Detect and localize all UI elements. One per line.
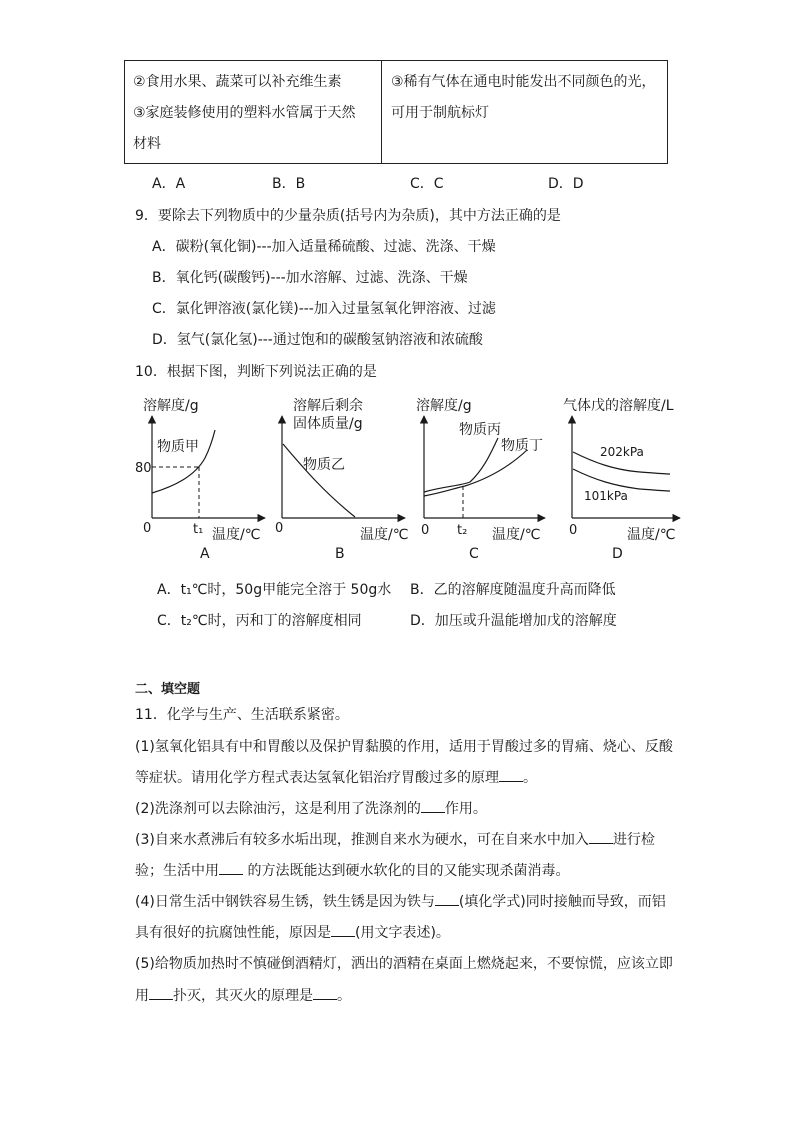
- answer-blank[interactable]: [421, 811, 445, 813]
- q9-option-d: D．氢气(氯化氢)---通过饱和的碳酸氢钠溶液和浓硫酸: [152, 332, 483, 348]
- q11-p4b-text: 具有很好的抗腐蚀性能，原因是: [135, 925, 331, 941]
- q10-option-b: B．乙的溶解度随温度升高而降低: [410, 582, 616, 598]
- answer-blank[interactable]: [589, 842, 613, 844]
- graph-a-caption: A: [200, 546, 210, 562]
- graph-d-xlabel: 温度/℃: [627, 527, 676, 543]
- q10-option-c: C．t₂℃时，丙和丁的溶解度相同: [157, 613, 362, 629]
- table-left-line: 材料: [133, 136, 161, 152]
- q11-p1b-end: 。: [523, 770, 537, 786]
- q11-p5b-text: 用: [135, 988, 149, 1004]
- graph-d: [563, 397, 680, 562]
- q11-p3a: [135, 829, 655, 849]
- q11-p4b: [135, 922, 450, 942]
- graph-b-ylabel-1: 溶解后剩余: [293, 398, 363, 414]
- answer-table: [124, 60, 668, 164]
- table-right-line: ③稀有气体在通电时能发出不同颜色的光，: [391, 74, 656, 90]
- q8-option-b: B．B: [272, 176, 306, 192]
- q10-option-d: D．加压或升温能增加戊的溶解度: [410, 613, 617, 629]
- q11-p4a-text: (4)日常生活中钢铁容易生锈，铁生锈是因为铁与: [135, 894, 435, 910]
- graph-a-curve-label: 物质甲: [157, 439, 199, 455]
- q11-p5b-mid: 扑灭，其灭火的原理是: [173, 988, 313, 1004]
- graph-c-xlabel: 温度/℃: [492, 527, 541, 543]
- graph-c-caption: C: [469, 546, 479, 562]
- table-right-cell: [391, 67, 656, 129]
- answer-blank[interactable]: [313, 998, 337, 1000]
- q11-p4b-end: (用文字表述)。: [355, 925, 450, 941]
- answer-blank[interactable]: [219, 873, 243, 875]
- graph-c-xtick: t₂: [457, 523, 468, 538]
- graph-d-ylabel: 气体戊的溶解度/L: [563, 398, 674, 414]
- q10-option-a: A．t₁℃时，50g甲能完全溶于 50g水: [157, 582, 392, 598]
- graph-a-ytick: 80: [135, 461, 152, 476]
- q11-p3a-text: (3)自来水煮沸后有较多水垢出现，推测自来水为硬水，可在自来水中加入: [135, 832, 589, 848]
- graph-b-xlabel: 温度/℃: [360, 527, 409, 543]
- graph-c-curve-ding: [424, 450, 527, 496]
- graph-c-curve-bing: [424, 438, 498, 492]
- q11-p1a: (1)氢氧化铝具有中和胃酸以及保护胃黏膜的作用，适用于胃酸过多的胃痛、烧心、反酸: [135, 739, 673, 755]
- graph-c-origin: 0: [421, 523, 430, 538]
- graph-b-origin: 0: [275, 521, 284, 536]
- q11-p3b: [135, 860, 569, 880]
- answer-blank[interactable]: [435, 904, 459, 906]
- table-right-line: 可用于制航标灯: [391, 105, 489, 121]
- graph-d-origin: 0: [569, 523, 578, 538]
- graph-a-origin: 0: [143, 521, 152, 536]
- q11-p4a-end: (填化学式)同时接触而导致，而铝: [458, 894, 666, 910]
- graph-a: [135, 397, 265, 562]
- q10-stem: 10．根据下图，判断下列说法正确的是: [135, 364, 377, 380]
- q11-p5a: (5)给物质加热时不慎碰倒酒精灯，洒出的酒精在桌面上燃烧起来，不要惊慌，应该立即: [135, 956, 673, 972]
- graph-b-curve-label: 物质乙: [303, 457, 345, 473]
- graph-a-ylabel: 溶解度/g: [143, 398, 199, 414]
- q9-option-a: A．碳粉(氧化铜)---加入适量稀硫酸、过滤、洗涤、干燥: [152, 239, 496, 255]
- q9-option-b: B．氧化钙(碳酸钙)---加水溶解、过滤、洗涤、干燥: [152, 270, 468, 286]
- table-left-line: ②食用水果、蔬菜可以补充维生素: [133, 74, 342, 90]
- graph-c-curve1-label: 物质丙: [459, 422, 501, 438]
- graph-b-caption: B: [335, 546, 345, 562]
- q11-p5b-end: 。: [337, 988, 351, 1004]
- answer-blank[interactable]: [149, 998, 173, 1000]
- graph-c-ylabel: 溶解度/g: [416, 398, 472, 414]
- table-left-cell: [133, 67, 356, 160]
- q11-p3b-end: 的方法既能达到硬水软化的目的又能实现杀菌消毒。: [243, 863, 570, 879]
- graph-d-curve1-label: 202kPa: [600, 445, 644, 459]
- graph-b-curve: [283, 444, 355, 517]
- graph-d-curve-101: [573, 469, 670, 491]
- q11-p2: [135, 798, 487, 818]
- q11-p3b-text: 验；生活中用: [135, 863, 219, 879]
- graph-b: [275, 397, 408, 562]
- q10-figure: [0, 388, 794, 568]
- q9-stem: 9．要除去下列物质中的少量杂质(括号内为杂质)，其中方法正确的是: [135, 208, 561, 224]
- q11-p2-text: (2)洗涤剂可以去除油污，这是利用了洗涤剂的: [135, 801, 421, 817]
- table-left-line: ③家庭装修使用的塑料水管属于天然: [133, 105, 356, 121]
- q11-p3a-end: 进行检: [612, 832, 655, 848]
- q11-p1b-text: 等症状。请用化学方程式表达氢氧化铝治疗胃酸过多的原理: [135, 770, 499, 786]
- graph-d-curve2-label: 101kPa: [584, 489, 628, 503]
- q11-p1b: [135, 767, 537, 787]
- answer-blank[interactable]: [331, 935, 355, 937]
- q8-option-a: A．A: [152, 176, 186, 192]
- q11-p2-end: 作用。: [444, 801, 487, 817]
- graph-c-curve2-label: 物质丁: [501, 438, 543, 454]
- section-title: 二、填空题: [135, 682, 201, 697]
- q11-p5b: [135, 985, 351, 1005]
- q8-option-d: D．D: [548, 176, 584, 192]
- table-divider: [381, 61, 382, 163]
- graph-b-ylabel-2: 固体质量/g: [293, 416, 363, 432]
- q11-p4a: [135, 891, 666, 911]
- graph-c: [416, 397, 545, 562]
- graph-a-xlabel: 温度/℃: [212, 527, 261, 543]
- answer-blank[interactable]: [499, 780, 523, 782]
- graph-a-xtick: t₁: [193, 522, 204, 537]
- q9-option-c: C．氯化钾溶液(氯化镁)---加入过量氢氧化钾溶液、过滤: [152, 301, 496, 317]
- graph-d-caption: D: [612, 546, 623, 562]
- q11-stem: 11．化学与生产、生活联系紧密。: [135, 707, 349, 723]
- q8-option-c: C．C: [410, 176, 444, 192]
